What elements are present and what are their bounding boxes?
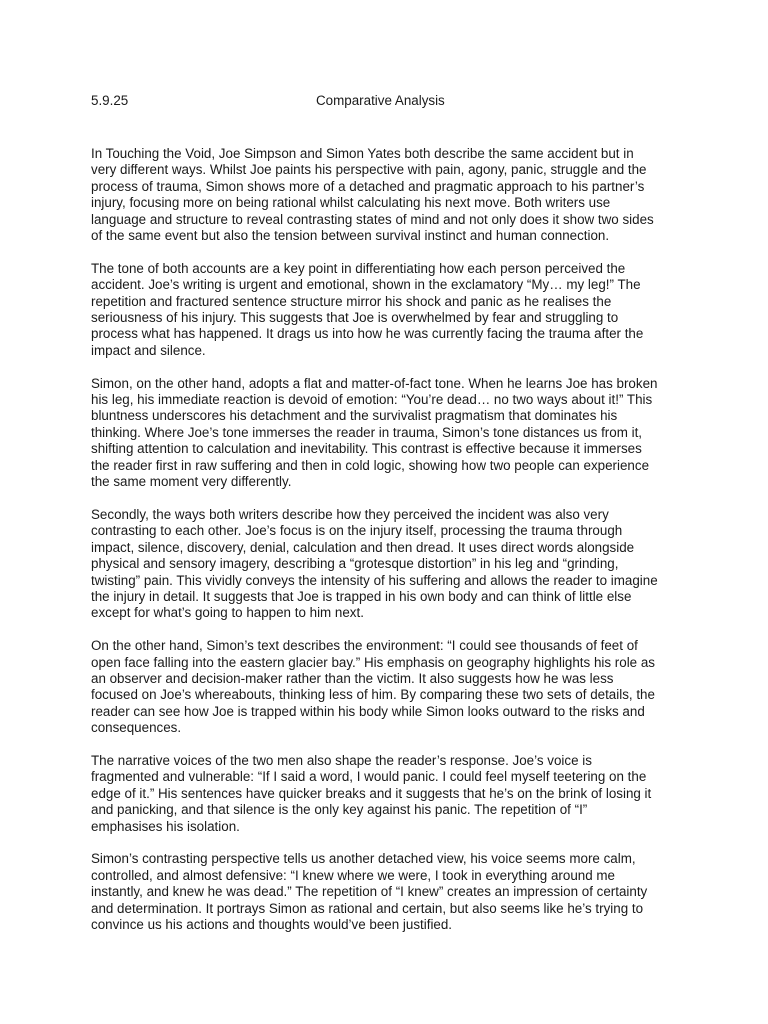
paragraph-line: his leg, his immediate reaction is devoid of emotion: “You’re dead… no two ways about it!” This	[91, 392, 653, 408]
paragraph-line: thinking. Where Joe’s tone immerses the reader in trauma, Simon’s tone distances us from it,	[91, 424, 643, 440]
paragraph-5	[91, 638, 685, 736]
paragraph-line: impact and silence.	[91, 342, 206, 358]
paragraph-line: except for what’s going to happen to him next.	[91, 605, 364, 621]
paragraph-line: Simon, on the other hand, adopts a flat and matter-of-fact tone. When he learns Joe has broken	[91, 375, 658, 391]
paragraph-line: Secondly, the ways both writers describe how they perceived the incident was also very	[91, 506, 609, 522]
paragraph-line: reader can see how Joe is trapped within his body while Simon looks outward to the risks and	[91, 703, 645, 719]
document-body	[91, 146, 685, 950]
paragraph-line: The tone of both accounts are a key point in differentiating how each person perceived the	[91, 260, 626, 276]
paragraph-line: contrasting to each other. Joe’s focus is on the injury itself, processing the trauma through	[91, 523, 623, 539]
paragraph-line: edge of it.” His sentences have quicker breaks and it suggests that he’s on the brink of losing it	[91, 785, 652, 801]
paragraph-line: physical and sensory imagery, describing a “grotesque distortion” in his leg and “grinding,	[91, 556, 619, 572]
paragraph-line: language and structure to reveal contrasting states of mind and not only does it show two sides	[91, 211, 654, 227]
paragraph-line: injury, focusing more on being rational whilst calculating his next move. Both writers use	[91, 195, 611, 211]
paragraph-line: and panicking, and that silence is the only key against his panic. The repetition of “I”	[91, 802, 588, 818]
paragraph-line: focused on Joe’s whereabouts, thinking less of him. By comparing these two sets of details, the	[91, 687, 655, 703]
document-header	[91, 92, 681, 110]
paragraph-line: process what has happened. It drags us into how he was currently facing the trauma after the	[91, 326, 644, 342]
paragraph-line: emphasises his isolation.	[91, 818, 240, 834]
paragraph-3	[91, 376, 685, 491]
paragraph-1	[91, 146, 685, 244]
document-date: 5.9.25	[91, 93, 129, 108]
paragraph-2	[91, 261, 685, 359]
paragraph-line: twisting” pain. This vividly conveys the intensity of his suffering and allows the reader to imagine	[91, 572, 658, 588]
paragraph-line: controlled, and almost defensive: “I knew where we were, I took in everything around me	[91, 867, 615, 883]
paragraph-line: process of trauma, Simon shows more of a detached and pragmatic approach to his partner’s	[91, 178, 645, 194]
paragraph-line: On the other hand, Simon’s text describes the environment: “I could see thousands of feet of	[91, 638, 638, 654]
paragraph-line: Simon’s contrasting perspective tells us another detached view, his voice seems more calm,	[91, 851, 636, 867]
paragraph-line: fragmented and vulnerable: “If I said a word, I would panic. I could feel myself teetering on the	[91, 769, 647, 785]
paragraph-line: the injury in detail. It suggests that Joe is trapped in his own body and can think of little else	[91, 588, 632, 604]
paragraph-line: bluntness underscores his detachment and the survivalist pragmatism that dominates his	[91, 408, 618, 424]
paragraph-line: the reader first in raw suffering and then in cold logic, showing how two people can experience	[91, 457, 650, 473]
paragraph-line: and determination. It portrays Simon as rational and certain, but also seems like he’s trying to	[91, 900, 644, 916]
paragraph-line: In Touching the Void, Joe Simpson and Simon Yates both describe the same accident but in	[91, 146, 634, 161]
paragraph-4	[91, 507, 685, 622]
paragraph-line: the same moment very differently.	[91, 474, 292, 490]
paragraph-line: accident. Joe’s writing is urgent and emotional, shown in the exclamatory “My… my leg!” The	[91, 277, 641, 293]
paragraph-line: very different ways. Whilst Joe paints his perspective with pain, agony, panic, struggle and the	[91, 162, 647, 178]
paragraph-line: impact, silence, discovery, denial, calculation and then dread. It uses direct words alongside	[91, 539, 635, 555]
document-title: Comparative Analysis	[316, 93, 445, 108]
paragraph-line: convince us his actions and thoughts would’ve been justified.	[91, 917, 453, 932]
paragraph-6	[91, 753, 685, 835]
paragraph-line: instantly, and knew he was dead.” The repetition of “I knew” creates an impression of certainty	[91, 884, 648, 900]
paragraph-line: an observer and decision-maker rather than the victim. It also suggests how he was less	[91, 670, 614, 686]
paragraph-line: repetition and fractured sentence structure mirror his shock and panic as he realises the	[91, 293, 612, 309]
paragraph-line: open face falling into the eastern glacier bay.” His emphasis on geography highlights his role as	[91, 654, 655, 670]
paragraph-line: consequences.	[91, 720, 182, 736]
paragraph-line: seriousness of his injury. This suggests that Joe is overwhelmed by fear and struggling to	[91, 310, 619, 326]
paragraph-line: shifting attention to calculation and inevitability. This contrast is effective because it immerses	[91, 441, 642, 457]
paragraph-7	[91, 851, 685, 933]
paragraph-line: The narrative voices of the two men also shape the reader’s response. Joe’s voice is	[91, 752, 592, 768]
paragraph-line: of the same event but also the tension between survival instinct and human connection.	[91, 228, 610, 244]
